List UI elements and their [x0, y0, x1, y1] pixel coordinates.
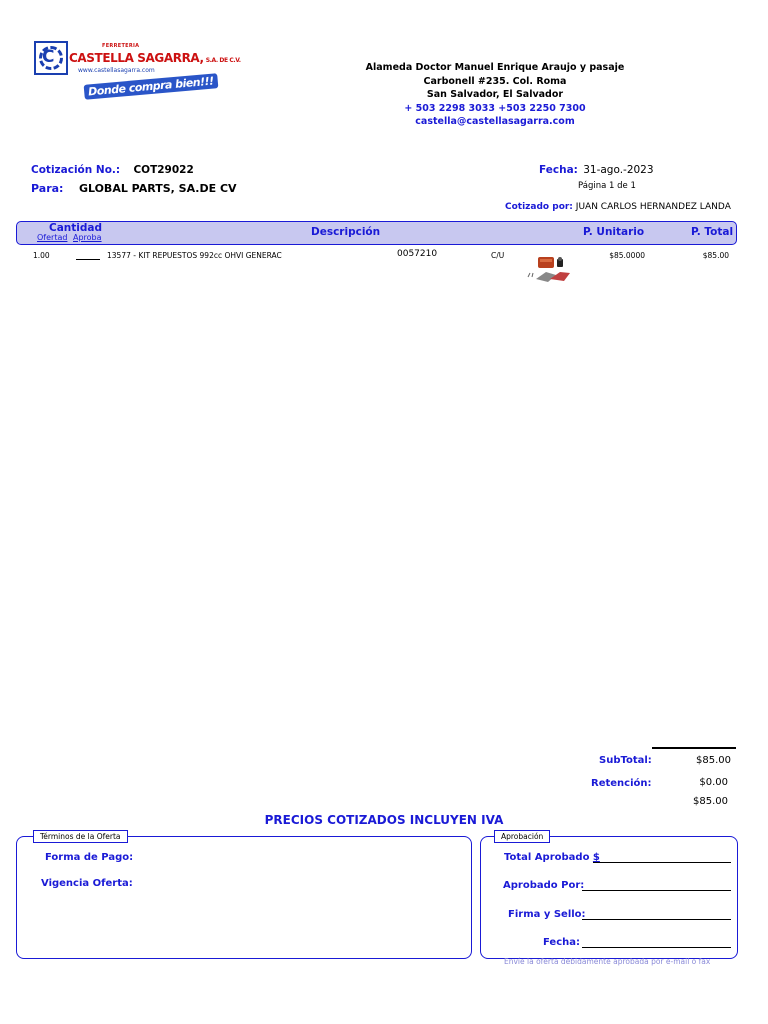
iva-banner: PRECIOS COTIZADOS INCLUYEN IVA — [264, 813, 504, 827]
quoted-by-label: Cotizado por: — [505, 202, 573, 212]
grand-total-value: $85.00 — [693, 796, 728, 807]
signature-field[interactable] — [582, 919, 731, 920]
row-quantity: 1.00 — [33, 251, 50, 260]
quote-number-label: Cotización No.: — [31, 164, 121, 176]
page-counter: Página 1 de 1 — [578, 181, 636, 191]
logo-slogan: Donde compra bien!!! — [84, 73, 219, 100]
quote-date-row — [539, 164, 654, 176]
approval-date-field[interactable] — [582, 947, 731, 948]
address-line-2: Carbonell #235. Col. Roma — [423, 75, 567, 87]
col-header-total: P. Total — [691, 226, 734, 238]
total-approved-label: Total Aprobado $ — [504, 852, 600, 863]
subtotal-rule — [652, 747, 736, 749]
quoted-by-name: JUAN CARLOS HERNANDEZ LANDA — [575, 202, 731, 212]
terms-box-title: Términos de la Oferta — [33, 830, 128, 843]
offer-validity-label: Vigencia Oferta: — [41, 878, 133, 889]
row-unit: C/U — [491, 251, 505, 260]
address-line-1: Alameda Doctor Manuel Enrique Araujo y pasaje — [365, 62, 625, 73]
recipient-name: GLOBAL PARTS, SA.DE CV — [78, 182, 237, 195]
row-total: $85.00 — [702, 251, 729, 260]
signature-label: Firma y Sello: — [508, 909, 586, 920]
approval-date-label: Fecha: — [543, 937, 581, 948]
subtotal-value: $85.00 — [696, 755, 731, 766]
address-email: castella@castellasagarra.com — [415, 116, 575, 127]
retention-value: $0.00 — [699, 777, 728, 788]
quote-recipient-row — [31, 182, 237, 195]
logo-tagline-top: FERRETERIA — [102, 43, 140, 49]
approved-by-field[interactable] — [582, 890, 731, 891]
payment-method-label: Forma de Pago: — [45, 852, 134, 863]
approved-by-label: Aprobado Por: — [503, 880, 585, 891]
date-label: Fecha: — [539, 164, 578, 176]
table-header — [16, 221, 737, 245]
company-logo — [34, 39, 241, 107]
subtotal-label: SubTotal: — [599, 755, 652, 766]
product-image — [526, 255, 576, 285]
terms-box — [16, 832, 472, 959]
col-header-offered: Ofertad — [37, 233, 68, 242]
row-code: 0057210 — [397, 249, 438, 259]
col-header-description: Descripción — [311, 226, 381, 238]
address-phones: + 503 2298 3033 +503 2250 7300 — [404, 102, 586, 114]
address-line-3: San Salvador, El Salvador — [426, 89, 564, 100]
approval-box-title: Aprobación — [494, 830, 550, 843]
col-header-quantity: Cantidad — [49, 222, 103, 234]
quoted-by-row — [505, 202, 738, 212]
logo-emblem — [34, 41, 68, 75]
recipient-label: Para: — [31, 182, 64, 195]
approval-box — [480, 832, 738, 959]
row-unit-price: $85.0000 — [609, 251, 645, 260]
col-header-approved: Aproba — [73, 233, 102, 242]
quote-date: 31-ago.-2023 — [583, 164, 654, 176]
col-header-unit-price: P. Unitario — [583, 226, 645, 238]
logo-url: www.castellasagarra.com — [78, 67, 155, 74]
company-address — [340, 61, 650, 129]
approved-qty-line — [76, 259, 100, 260]
row-description: 13577 - KIT REPUESTOS 992cc OHVI GENERAC — [107, 251, 282, 260]
quote-number: COT29022 — [133, 164, 194, 176]
retention-label: Retención: — [591, 778, 652, 789]
total-approved-field[interactable] — [593, 862, 731, 863]
approval-note: Envíe la oferta debidamente aprobada por e-mail o fax — [504, 957, 711, 966]
logo-letter-icon: C — [42, 47, 55, 67]
quote-number-row — [31, 164, 194, 176]
logo-name: CASTELLA SAGARRA, S.A. DE C.V. — [69, 51, 241, 65]
